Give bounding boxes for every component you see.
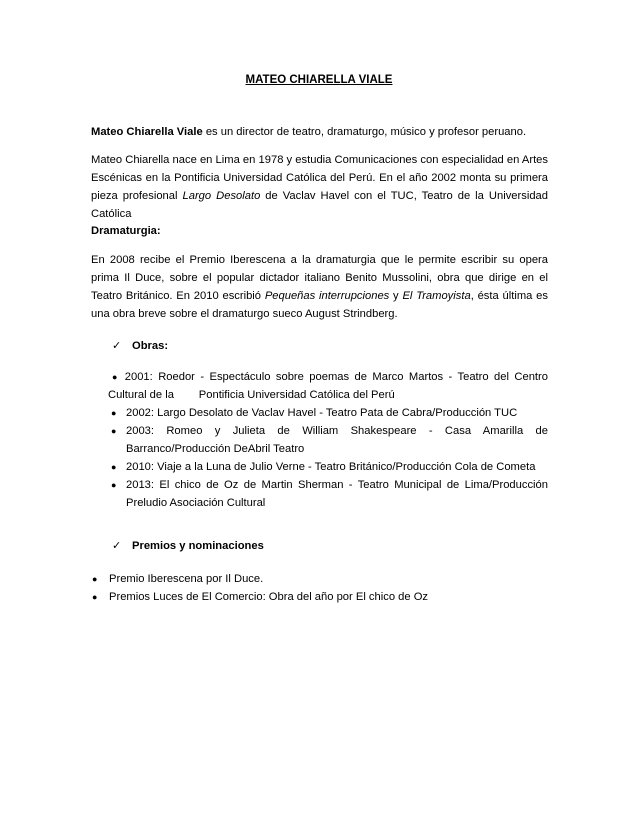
dramaturgia-text-2: y <box>389 290 403 302</box>
obras-list-item <box>108 422 548 458</box>
obras-list-item <box>108 476 548 512</box>
obras-list-item <box>108 368 552 404</box>
intro-text: es un director de teatro, dramaturgo, músico y profesor peruano. <box>202 126 527 138</box>
bullet-icon: ● <box>112 372 120 382</box>
bio-work: Largo Desolato <box>182 190 261 202</box>
obras-item-text: 2010: Viaje a la Luna de Julio Verne - Teatro Británico/Producción Cola de Cometa <box>126 461 536 473</box>
premios-list <box>91 570 548 606</box>
bio-text-2: de Vaclav Havel con el TUC, Teatro de la Universidad Católica <box>91 190 548 220</box>
dramaturgia-text-3: , ésta última es una obra breve sobre el dramaturgo sueco August Strindberg. <box>91 290 548 320</box>
bullet-icon: ● <box>92 592 98 602</box>
premios-item-text: Premios Luces de El Comercio: Obra del año por El chico de Oz <box>109 591 428 603</box>
bio-text-1: Mateo Chiarella nace en Lima en 1978 y estudia Comunicaciones con especialidad en Artes Escénicas en la Pontificia Universidad Católica del Perú. En el año 2002 monta su primera pieza profesional <box>91 154 548 202</box>
check-icon: ✓ <box>112 340 122 352</box>
obras-list-item <box>108 458 548 476</box>
intro-paragraph <box>91 123 548 141</box>
dramaturgia-work-2: El Tramoyista <box>402 290 471 302</box>
bullet-icon: ● <box>111 480 117 490</box>
dramaturgia-paragraph <box>91 251 548 323</box>
bullet-icon: ● <box>111 462 117 472</box>
premios-list-item <box>91 570 548 588</box>
obras-item-text: 2013: El chico de Oz de Martin Sherman - Teatro Municipal de Lima/Producción Preludio Asociación Cultural <box>126 479 548 509</box>
check-icon: ✓ <box>112 540 122 552</box>
premios-heading-label: Premios y nominaciones <box>132 540 264 552</box>
obras-item-text: 2001: Roedor - Espectáculo sobre poemas de Marco Martos - Teatro del Centro Cultural de la Pontificia Universidad Católica del Perú <box>108 371 552 401</box>
bullet-icon: ● <box>92 574 98 584</box>
intro-name: Mateo Chiarella Viale <box>91 126 203 138</box>
bio-paragraph <box>91 151 548 223</box>
dramaturgia-heading: Dramaturgia: <box>91 225 161 237</box>
dramaturgia-text-1: En 2008 recibe el Premio Iberescena a la dramaturgia que le permite escribir su opera prima Il Duce, sobre el popular dictador italiano Benito Mussolini, obra que dirige en el Teatro Británico. En 2010 escribió <box>91 254 548 302</box>
obras-heading-label: Obras: <box>132 340 169 352</box>
premios-item-text: Premio Iberescena por Il Duce. <box>109 573 264 585</box>
document-title: MATEO CHIARELLA VIALE <box>245 74 393 86</box>
bullet-icon: ● <box>111 426 117 436</box>
obras-item-text: 2003: Romeo y Julieta de William Shakespeare - Casa Amarilla de Barranco/Producción DeAbril Teatro <box>126 425 548 455</box>
premios-heading <box>112 539 264 552</box>
obras-item-text: 2002: Largo Desolato de Vaclav Havel - Teatro Pata de Cabra/Producción TUC <box>126 407 518 419</box>
obras-list <box>108 368 552 512</box>
bullet-icon: ● <box>111 408 117 418</box>
premios-list-item <box>91 588 548 606</box>
obras-heading <box>112 339 168 352</box>
dramaturgia-work-1: Pequeñas interrupciones <box>264 290 390 302</box>
obras-list-item <box>108 404 548 422</box>
